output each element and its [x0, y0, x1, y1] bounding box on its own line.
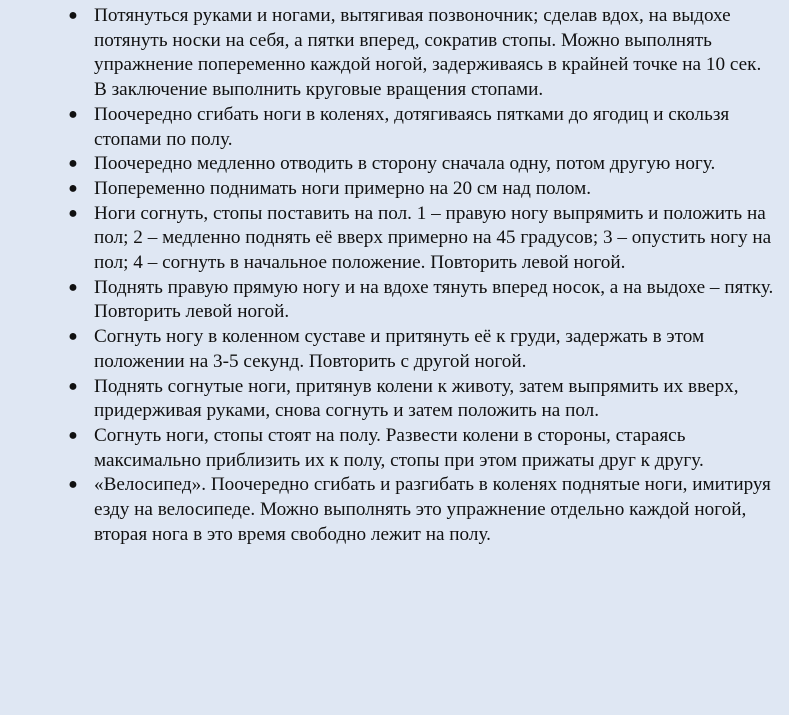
bullet-icon: ●	[68, 7, 78, 24]
bullet-icon: ●	[68, 155, 78, 173]
list-item	[0, 152, 775, 177]
bullet-icon: ●	[68, 278, 78, 296]
exercise-text: «Велосипед». Поочередно сгибать и разгибать в коленях поднятые ноги, имитируя езду на велосипеде. Можно выполнять это упражнение отдельно каждой ногой, вторая нога в это время свободно лежит на полу.	[94, 474, 771, 545]
exercise-text: Согнуть ноги, стопы стоят на полу. Развести колени в стороны, стараясь максимально приблизить их к полу, стопы при этом прижаты друг к другу.	[94, 424, 704, 471]
bullet-icon: ●	[68, 179, 78, 197]
exercise-text: Поочередно медленно отводить в сторону сначала одну, потом другую ногу.	[94, 153, 716, 175]
list-item	[0, 177, 775, 202]
exercise-text: Ноги согнуть, стопы поставить на пол. 1 – правую ногу выпрямить и положить на пол; 2 – медленно поднять её вверх примерно на 45 градусов; 3 – опустить ногу на пол; 4 – согнуть в начальное положение. Повторить левой ногой.	[94, 202, 772, 274]
exercise-text: Потянуться руками и ногами, вытягивая позвоночник; сделав вдох, на выдохе потянуть носки на себя, а пятки вперед, сократив стопы. Можно выполнять упражнение попеременно каждой ногой, задерживаясь в крайней точке на 10 сек. В заключение выполнить круговые вращения стопами.	[94, 5, 762, 101]
list-item	[0, 276, 775, 325]
list-item	[0, 202, 775, 276]
list-item	[0, 325, 775, 374]
bullet-icon: ●	[68, 328, 78, 346]
bullet-icon: ●	[68, 476, 78, 494]
exercise-text: Поочередно сгибать ноги в коленях, дотягиваясь пятками до ягодиц и скользя стопами по полу.	[94, 103, 730, 150]
exercise-text: Поднять согнутые ноги, притянув колени к животу, затем выпрямить их вверх, придерживая руками, снова согнуть и затем положить на пол.	[94, 375, 739, 422]
list-item	[0, 424, 775, 473]
bullet-icon: ●	[68, 105, 78, 123]
list-item	[0, 375, 775, 424]
exercise-text: Поднять правую прямую ногу и на вдохе тянуть вперед носок, а на выдохе – пятку. Повторить левой ногой.	[94, 276, 774, 323]
list-item	[0, 473, 775, 547]
bullet-icon: ●	[68, 377, 78, 395]
list-item	[0, 103, 775, 152]
exercise-list	[0, 4, 775, 547]
exercise-text: Попеременно поднимать ноги примерно на 20 см над полом.	[94, 177, 592, 199]
bullet-icon: ●	[68, 426, 78, 444]
bullet-icon: ●	[68, 204, 78, 222]
list-item	[0, 4, 775, 103]
exercise-text: Согнуть ногу в коленном суставе и притянуть её к груди, задержать в этом положении на 3-5 секунд. Повторить с другой ногой.	[94, 326, 705, 372]
